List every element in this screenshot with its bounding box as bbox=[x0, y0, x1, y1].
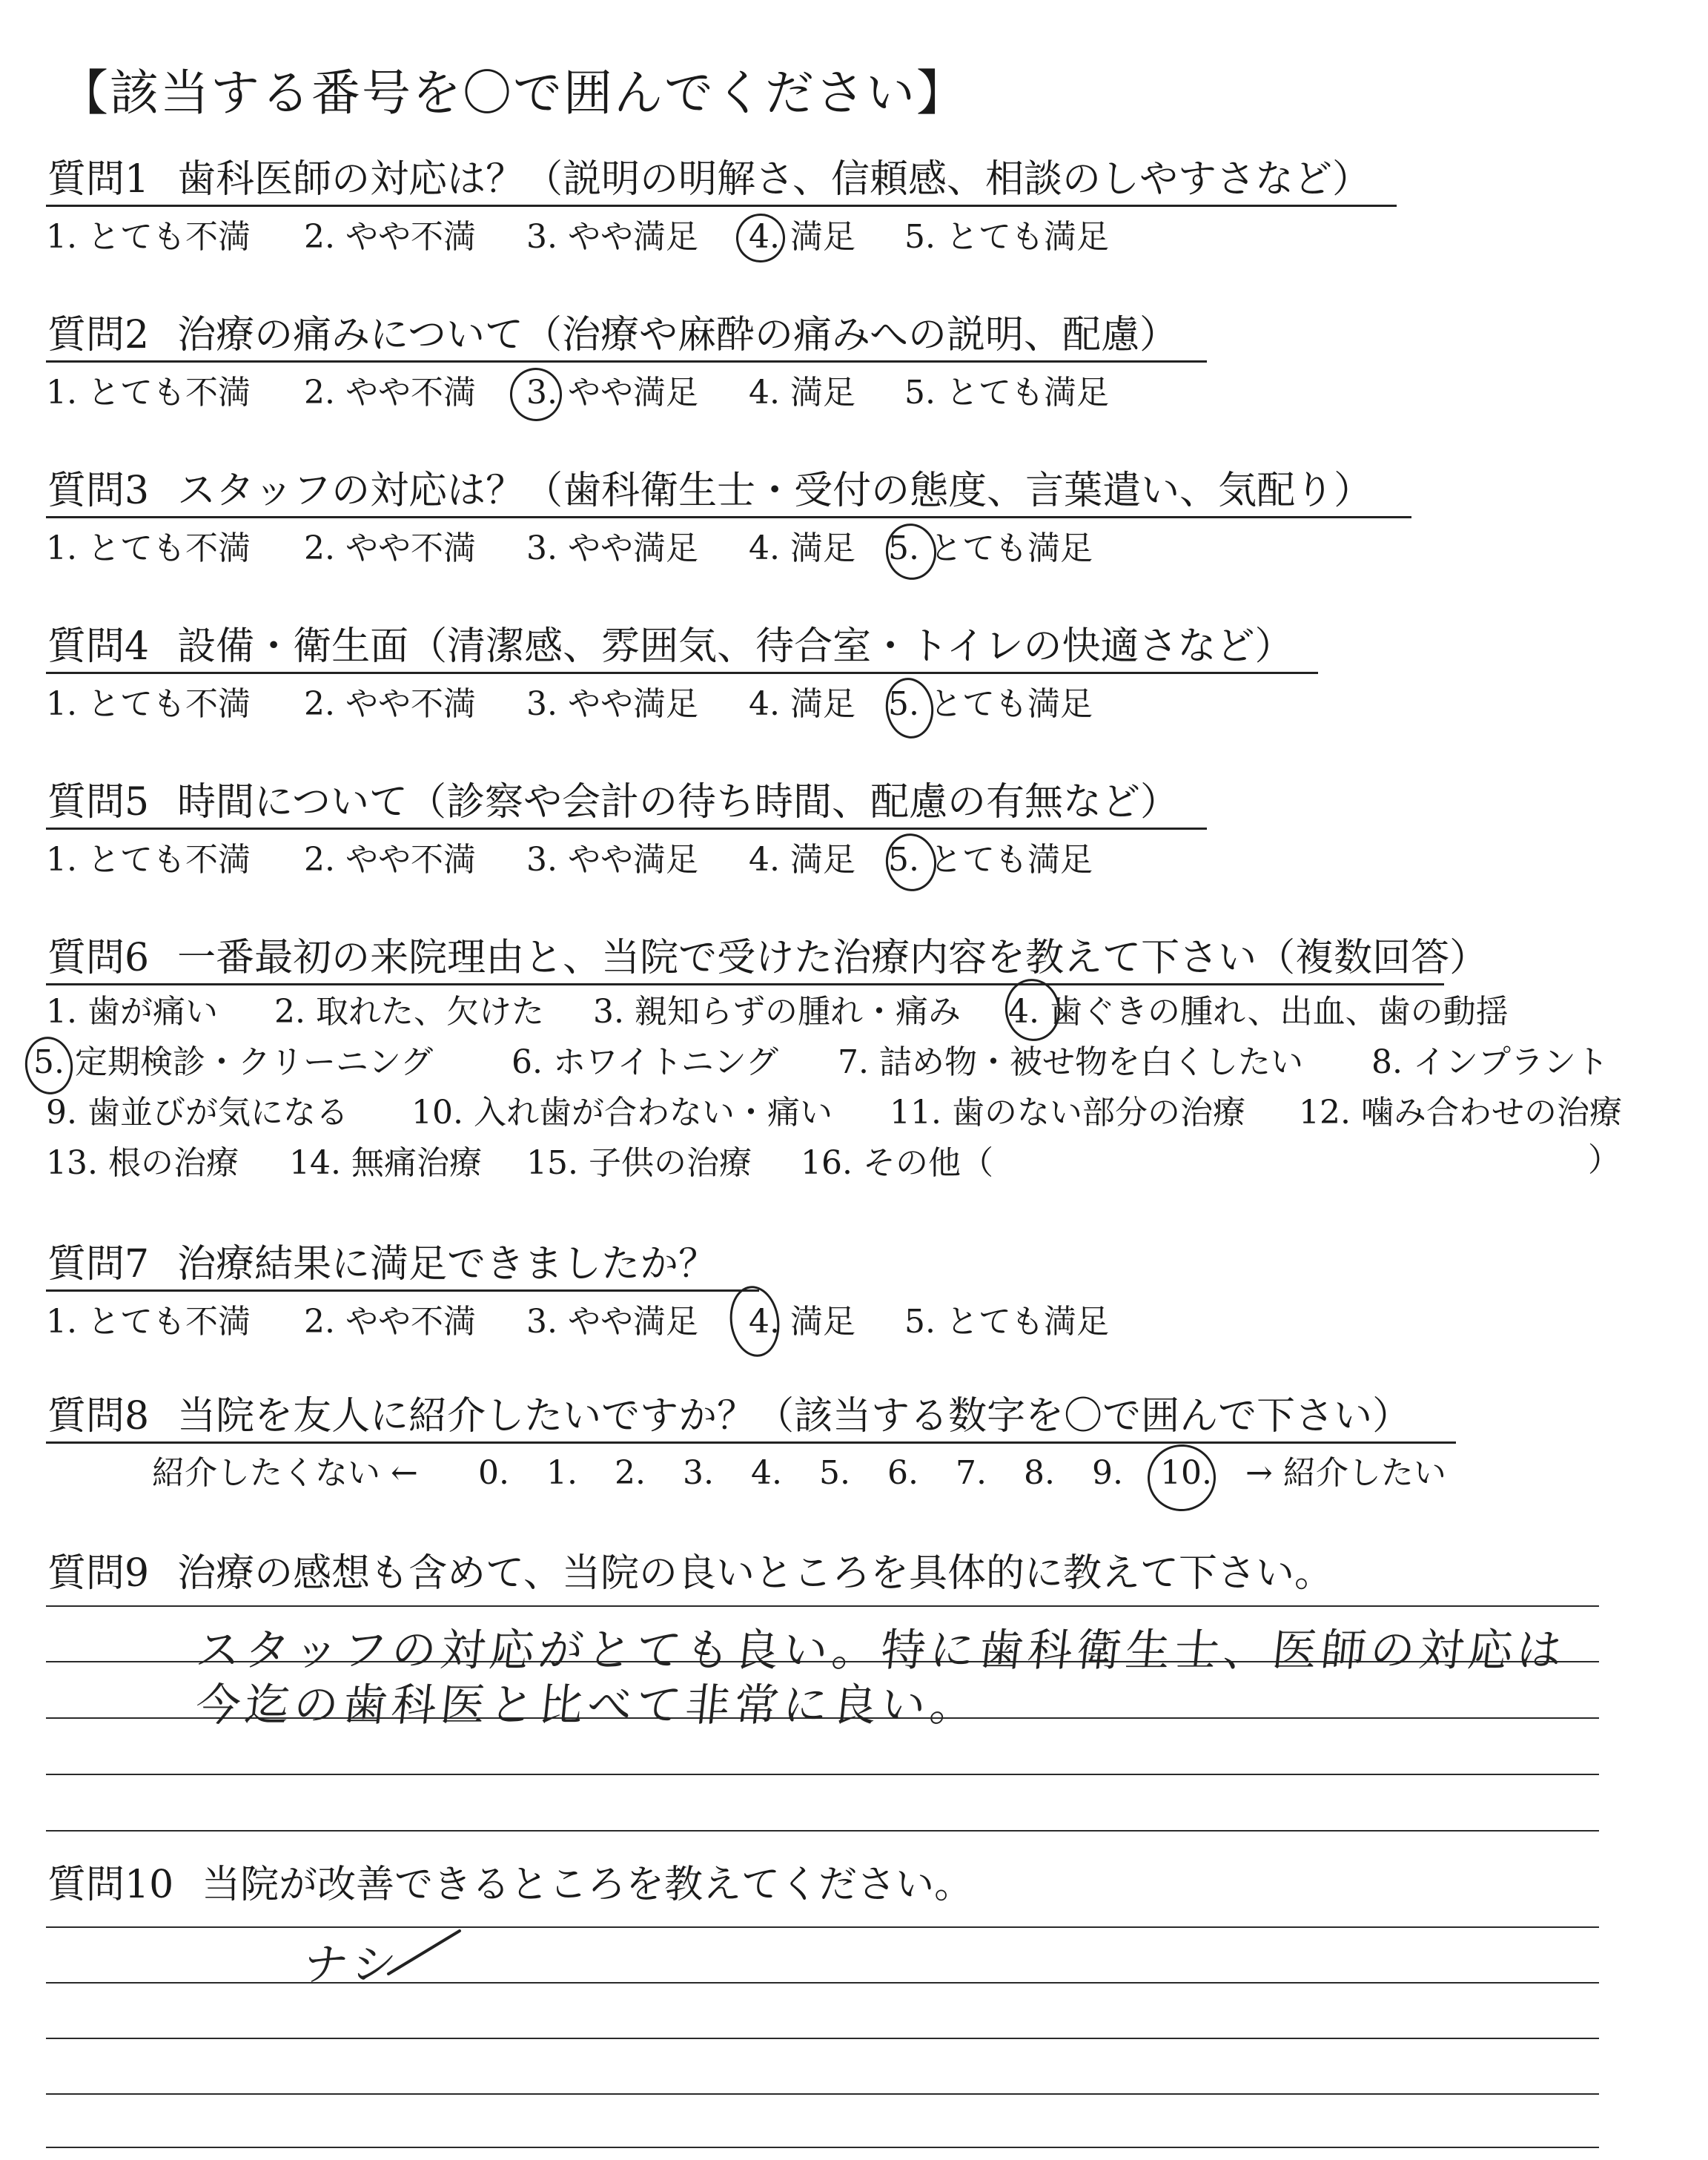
question-2-text: 治療の痛みについて（治療や麻酔の痛みへの説明、配慮） bbox=[177, 313, 1179, 357]
question-9-title bbox=[47, 1551, 1333, 1596]
q7-option-1[interactable]: 1. とても不満 bbox=[46, 1303, 251, 1341]
q4-option-4[interactable]: 4. 満足 bbox=[749, 685, 855, 723]
q10-writing-line-3 bbox=[46, 2038, 1599, 2039]
q3-option-4[interactable]: 4. 満足 bbox=[749, 529, 855, 567]
q6-option-14[interactable]: 14. 無痛治療 bbox=[289, 1144, 482, 1182]
question-1-number: 質問1 bbox=[47, 157, 150, 202]
q4-option-3[interactable]: 3. やや満足 bbox=[526, 685, 698, 723]
q8-option-8[interactable]: 8. bbox=[1024, 1454, 1055, 1492]
q6-other-close-paren: ） bbox=[1588, 1141, 1621, 1179]
question-6-underline bbox=[46, 983, 1444, 985]
q8-option-3[interactable]: 3. bbox=[683, 1454, 714, 1492]
q5-option-2[interactable]: 2. やや不満 bbox=[304, 841, 476, 879]
question-8-underline bbox=[46, 1441, 1456, 1444]
question-2-title bbox=[47, 313, 1178, 357]
question-5-underline bbox=[46, 828, 1207, 830]
question-2-underline bbox=[46, 360, 1207, 363]
question-6-text: 一番最初の来院理由と、当院で受けた治療内容を教えて下さい（複数回答） bbox=[177, 936, 1489, 980]
q10-handwritten-stroke bbox=[385, 1925, 467, 1978]
question-8-number: 質問8 bbox=[47, 1394, 150, 1439]
q7-option-3[interactable]: 3. やや満足 bbox=[526, 1303, 698, 1341]
q6-option-6[interactable]: 6. ホワイトニング bbox=[512, 1043, 779, 1081]
question-4-underline bbox=[46, 672, 1318, 674]
q9-writing-line-1 bbox=[46, 1605, 1599, 1607]
q5-option-5[interactable]: 5. とても満足 bbox=[888, 841, 1093, 879]
q9-writing-line-4 bbox=[46, 1774, 1599, 1775]
q6-answer-circle-4 bbox=[1002, 975, 1065, 1044]
q1-option-4[interactable]: 4. 満足 bbox=[749, 218, 855, 256]
q1-option-5[interactable]: 5. とても満足 bbox=[904, 218, 1109, 256]
q8-option-4[interactable]: 4. bbox=[751, 1454, 782, 1492]
q1-option-3[interactable]: 3. やや満足 bbox=[526, 218, 698, 256]
question-5-text: 時間について（診察や会計の待ち時間、配慮の有無など） bbox=[177, 780, 1179, 825]
question-1-text: 歯科医師の対応は？（説明の明解さ、信頼感、相談のしやすさなど） bbox=[177, 157, 1371, 202]
q2-option-5[interactable]: 5. とても満足 bbox=[904, 374, 1109, 412]
q10-writing-line-5 bbox=[46, 2147, 1599, 2148]
question-9-text: 治療の感想も含めて、当院の良いところを具体的に教えて下さい。 bbox=[177, 1551, 1334, 1596]
q6-option-7[interactable]: 7. 詰め物・被せ物を白くしたい bbox=[838, 1043, 1303, 1081]
q10-writing-line-4 bbox=[46, 2093, 1599, 2095]
q6-option-12[interactable]: 12. 噛み合わせの治療 bbox=[1299, 1094, 1622, 1132]
q6-option-10[interactable]: 10. 入れ歯が合わない・痛い bbox=[411, 1094, 833, 1132]
question-10-number: 質問10 bbox=[47, 1863, 174, 1907]
q6-option-1[interactable]: 1. 歯が痛い bbox=[46, 993, 218, 1031]
q8-option-9[interactable]: 9. bbox=[1092, 1454, 1123, 1492]
q7-option-4[interactable]: 4. 満足 bbox=[749, 1303, 855, 1341]
q6-option-3[interactable]: 3. 親知らずの腫れ・痛み bbox=[593, 993, 961, 1031]
q3-option-1[interactable]: 1. とても不満 bbox=[46, 529, 251, 567]
instruction-heading: 【該当する番号を〇で囲んでください】 bbox=[59, 65, 967, 122]
q4-option-5[interactable]: 5. とても満足 bbox=[888, 685, 1093, 723]
q2-option-4[interactable]: 4. 満足 bbox=[749, 374, 855, 412]
q4-option-2[interactable]: 2. やや不満 bbox=[304, 685, 476, 723]
question-9-number: 質問9 bbox=[47, 1551, 150, 1596]
q8-left-label: 紹介したくない ← bbox=[152, 1454, 418, 1492]
q8-option-10[interactable]: 10. bbox=[1160, 1454, 1212, 1492]
question-7-text: 治療結果に満足できましたか？ bbox=[177, 1242, 718, 1287]
q6-option-9[interactable]: 9. 歯並びが気になる bbox=[46, 1094, 348, 1132]
q7-option-2[interactable]: 2. やや不満 bbox=[304, 1303, 476, 1341]
q4-option-1[interactable]: 1. とても不満 bbox=[46, 685, 251, 723]
q9-handwritten-answer-line-2: 今迄の歯科医と比べて非常に良い。 bbox=[193, 1680, 982, 1731]
q5-option-1[interactable]: 1. とても不満 bbox=[46, 841, 251, 879]
q2-option-3[interactable]: 3. やや満足 bbox=[526, 374, 698, 412]
q6-option-16[interactable]: 16. その他（ bbox=[801, 1144, 993, 1182]
q6-option-15[interactable]: 15. 子供の治療 bbox=[526, 1144, 752, 1182]
question-4-number: 質問4 bbox=[47, 624, 150, 669]
q6-option-11[interactable]: 11. 歯のない部分の治療 bbox=[890, 1094, 1245, 1132]
question-10-title bbox=[47, 1863, 973, 1907]
q7-option-5[interactable]: 5. とても満足 bbox=[904, 1303, 1109, 1341]
question-2-number: 質問2 bbox=[47, 313, 150, 357]
q9-handwritten-answer-line-1: スタッフの対応がとても良い。特に歯科衛生士、医師の対応は bbox=[193, 1625, 1569, 1677]
question-7-number: 質問7 bbox=[47, 1242, 150, 1287]
question-3-number: 質問3 bbox=[47, 469, 150, 513]
question-4-text: 設備・衛生面（清潔感、雰囲気、待合室・トイレの快適さなど） bbox=[177, 624, 1294, 669]
question-5-title bbox=[47, 780, 1179, 825]
q5-option-4[interactable]: 4. 満足 bbox=[749, 841, 855, 879]
question-5-number: 質問5 bbox=[47, 780, 150, 825]
question-1-underline bbox=[46, 205, 1397, 207]
question-7-underline bbox=[46, 1289, 759, 1292]
q8-answer-circle bbox=[1143, 1440, 1220, 1516]
q6-option-8[interactable]: 8. インプラント bbox=[1371, 1043, 1609, 1081]
q9-writing-line-5 bbox=[46, 1830, 1599, 1832]
q10-writing-line-2 bbox=[46, 1982, 1599, 1984]
question-3-title bbox=[47, 469, 1372, 513]
q6-option-5[interactable]: 5. 定期検診・クリーニング bbox=[33, 1043, 434, 1081]
q8-right-label: → 紹介したい bbox=[1245, 1454, 1446, 1492]
question-8-title bbox=[47, 1394, 1411, 1439]
q3-option-5[interactable]: 5. とても満足 bbox=[888, 529, 1093, 567]
question-6-number: 質問6 bbox=[47, 936, 150, 980]
q3-option-3[interactable]: 3. やや満足 bbox=[526, 529, 698, 567]
q1-option-1[interactable]: 1. とても不満 bbox=[46, 218, 251, 256]
q6-option-13[interactable]: 13. 根の治療 bbox=[46, 1144, 239, 1182]
question-3-underline bbox=[46, 516, 1411, 518]
q6-option-2[interactable]: 2. 取れた、欠けた bbox=[274, 993, 544, 1031]
q3-option-2[interactable]: 2. やや不満 bbox=[304, 529, 476, 567]
question-3-text: スタッフの対応は？（歯科衛生士・受付の態度、言葉遣い、気配り） bbox=[177, 469, 1373, 513]
q1-option-2[interactable]: 2. やや不満 bbox=[304, 218, 476, 256]
question-10-text: 当院が改善できるところを教えてください。 bbox=[202, 1863, 973, 1907]
question-6-title bbox=[47, 936, 1488, 980]
q8-option-0[interactable]: 0. bbox=[478, 1454, 509, 1492]
question-8-text: 当院を友人に紹介したいですか？（該当する数字を〇で囲んで下さい） bbox=[177, 1394, 1411, 1439]
q7-answer-circle bbox=[726, 1283, 784, 1360]
q5-answer-circle bbox=[882, 830, 940, 895]
question-7-title bbox=[47, 1242, 717, 1287]
q2-option-2[interactable]: 2. やや不満 bbox=[304, 374, 476, 412]
q10-handwritten-answer: ナシ bbox=[300, 1939, 403, 1991]
q2-option-1[interactable]: 1. とても不満 bbox=[46, 374, 251, 412]
q8-option-6[interactable]: 6. bbox=[887, 1454, 918, 1492]
q6-option-4[interactable]: 4. 歯ぐきの腫れ、出血、歯の動揺 bbox=[1008, 993, 1509, 1031]
q8-option-2[interactable]: 2. bbox=[615, 1454, 646, 1492]
q5-option-3[interactable]: 3. やや満足 bbox=[526, 841, 698, 879]
q8-option-1[interactable]: 1. bbox=[546, 1454, 577, 1492]
q8-option-5[interactable]: 5. bbox=[819, 1454, 850, 1492]
question-4-title bbox=[47, 624, 1294, 669]
q8-option-7[interactable]: 7. bbox=[956, 1454, 987, 1492]
question-1-title bbox=[47, 157, 1371, 202]
q10-writing-line-1 bbox=[46, 1926, 1599, 1928]
